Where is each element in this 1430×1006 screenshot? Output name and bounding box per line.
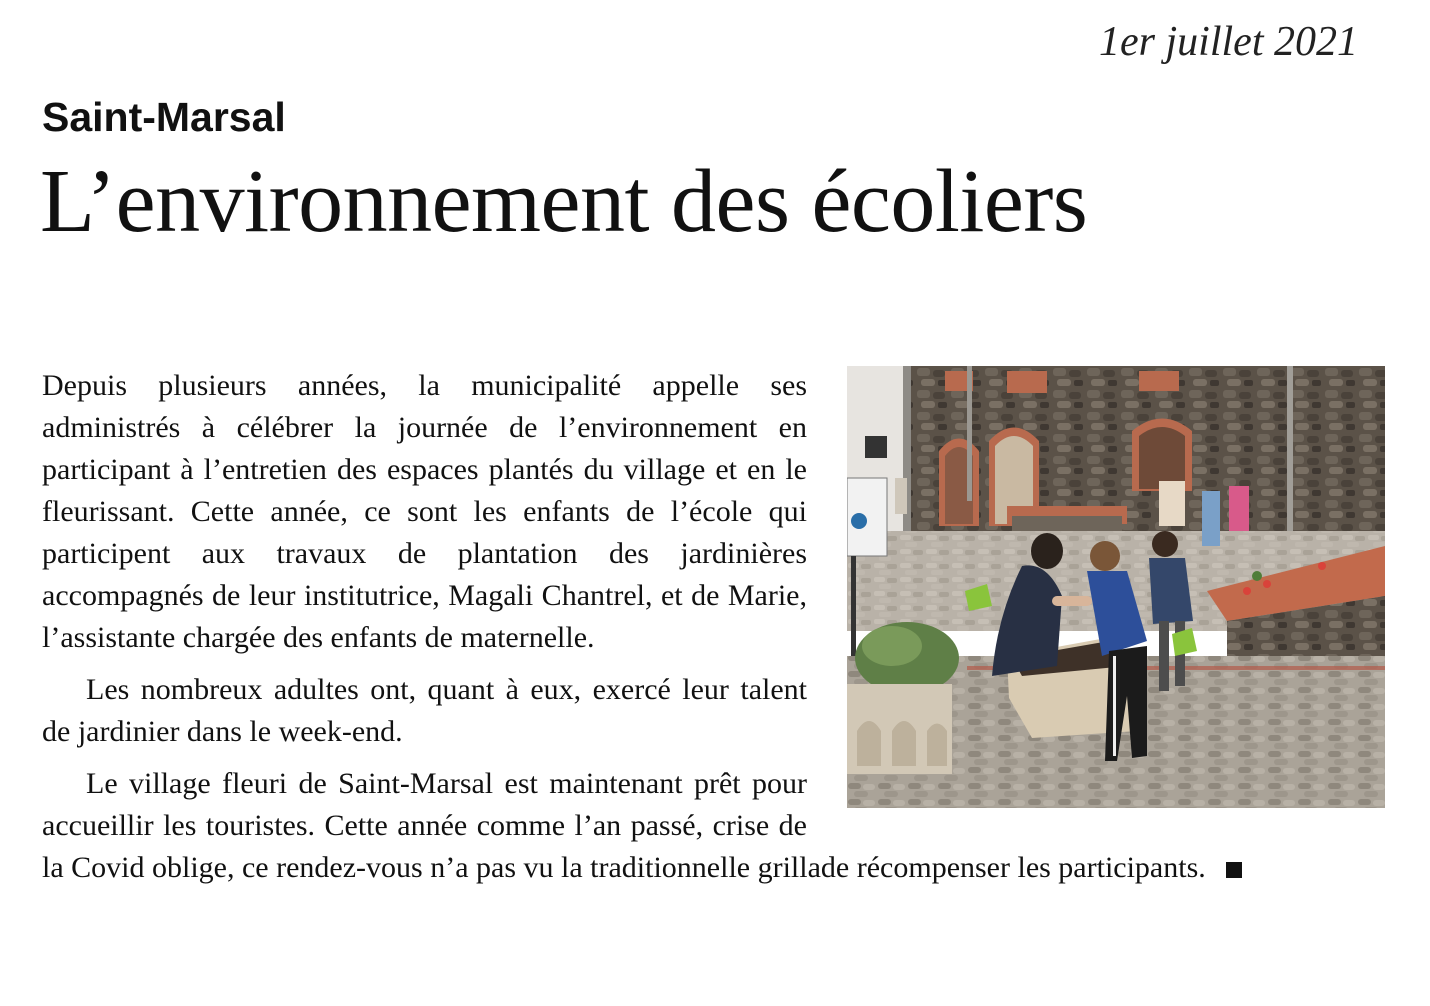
- end-of-article-square-icon: [1226, 862, 1242, 878]
- paragraph-2: Les nombreux adultes ont, quant à eux, exercé leur talent de jardinier dans le week-end.: [42, 673, 807, 748]
- paragraph-1: Depuis plusieurs années, la municipalité appelle ses administrés à célébrer la journée de l’environnement en participant à l’entretien des espaces plantés du village et en le fleurissant. Cette année, ce sont les enfants de l’école qui participent aux travaux de plantation des jardinières accompagnés de leur institutrice, Magali Chantrel, et de Marie, l’assistante chargée des enfants de maternelle.: [42, 369, 807, 654]
- photo-illustration: [847, 366, 1385, 808]
- paragraph-3-text: Le village fleuri de Saint-Marsal est maintenant prêt pour accueillir les touristes. Cette année comme l’an passé, crise de la Covid oblige, ce rendez-vous n’a pas vu la traditionnelle grillade récompenser les participants.: [42, 767, 1206, 884]
- publication-date: 1er juillet 2021: [1099, 19, 1358, 65]
- section-label: Saint-Marsal: [42, 94, 286, 140]
- article-photo: [847, 366, 1385, 808]
- article-body: [42, 365, 1385, 899]
- article-headline: L’environnement des écoliers: [40, 152, 1088, 251]
